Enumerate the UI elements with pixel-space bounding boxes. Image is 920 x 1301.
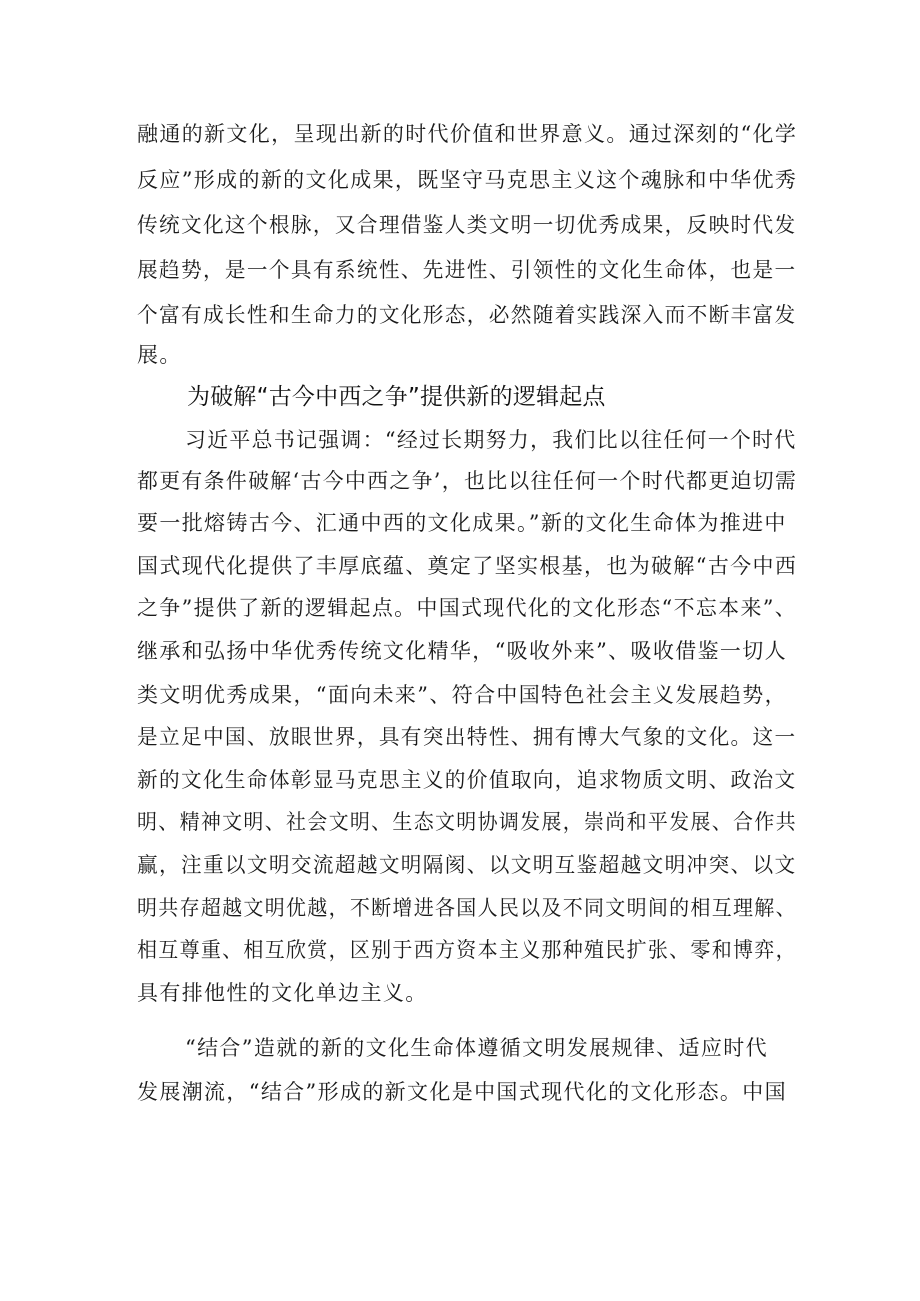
paragraph1-line-5: 个富有成长性和生命力的文化形态，必然随着实践深入而不断丰富发 <box>137 303 797 327</box>
paragraph2-line-13: 相互尊重、相互欣赏，区别于西方资本主义那种殖民扩张、零和博弈， <box>137 938 797 962</box>
paragraph2-line-10: 明、精神文明、社会文明、生态文明协调发展，崇尚和平发展、合作共 <box>137 810 797 834</box>
paragraph2-line-11: 赢，注重以文明交流超越文明隔阂、以文明互鉴超越文明冲突、以文 <box>137 853 797 877</box>
paragraph2-line-1: 习近平总书记强调：“经过长期努力，我们比以往任何一个时代 <box>185 428 797 452</box>
section-heading: 为破解“古今中西之争”提供新的逻辑起点 <box>187 384 606 410</box>
paragraph1-line-6: 展。 <box>137 343 182 367</box>
paragraph2-line-6: 继承和弘扬中华优秀传统文化精华，“吸收外来”、吸收借鉴一切人 <box>137 639 787 663</box>
paragraph2-line-12: 明共存超越文明优越，不断增进各国人民以及不同文明间的相互理解、 <box>137 896 797 920</box>
paragraph2-line-7: 类文明优秀成果，“面向未来”、符合中国特色社会主义发展趋势， <box>137 683 787 707</box>
paragraph2-line-14: 具有排他性的文化单边主义。 <box>137 981 428 1005</box>
paragraph2-line-4: 国式现代化提供了丰厚底蕴、奠定了坚实根基，也为破解“古今中西 <box>137 554 798 578</box>
paragraph1-line-1: 融通的新文化，呈现出新的时代价值和世界意义。通过深刻的“化学 <box>137 122 798 146</box>
paragraph2-line-2: 都更有条件破解‘古今中西之争’，也比以往任何一个时代都更迫切需 <box>137 469 798 493</box>
paragraph2-line-8: 是立足中国、放眼世界，具有突出特性、拥有博大气象的文化。这一 <box>137 725 797 749</box>
paragraph1-line-2: 反应”形成的新的文化成果，既坚守马克思主义这个魂脉和中华优秀 <box>137 168 798 192</box>
paragraph1-line-4: 展趋势，是一个具有系统性、先进性、引领性的文化生命体，也是一 <box>137 258 797 282</box>
paragraph2-line-3: 要一批熔铸古今、汇通中西的文化成果。”新的文化生命体为推进中 <box>137 511 787 535</box>
paragraph2-line-5: 之争”提供了新的逻辑起点。中国式现代化的文化形态“不忘本来”、 <box>137 596 798 620</box>
paragraph2-line-9: 新的文化生命体彰显马克思主义的价值取向，追求物质文明、政治文 <box>137 768 797 792</box>
paragraph3-line-1: “结合”造就的新的文化生命体遵循文明发展规律、适应时代 <box>185 1036 768 1060</box>
paragraph1-line-3: 传统文化这个根脉，又合理借鉴人类文明一切优秀成果，反映时代发 <box>137 213 797 237</box>
paragraph3-line-2: 发展潮流，“结合”形成的新文化是中国式现代化的文化形态。中国 <box>137 1080 787 1104</box>
